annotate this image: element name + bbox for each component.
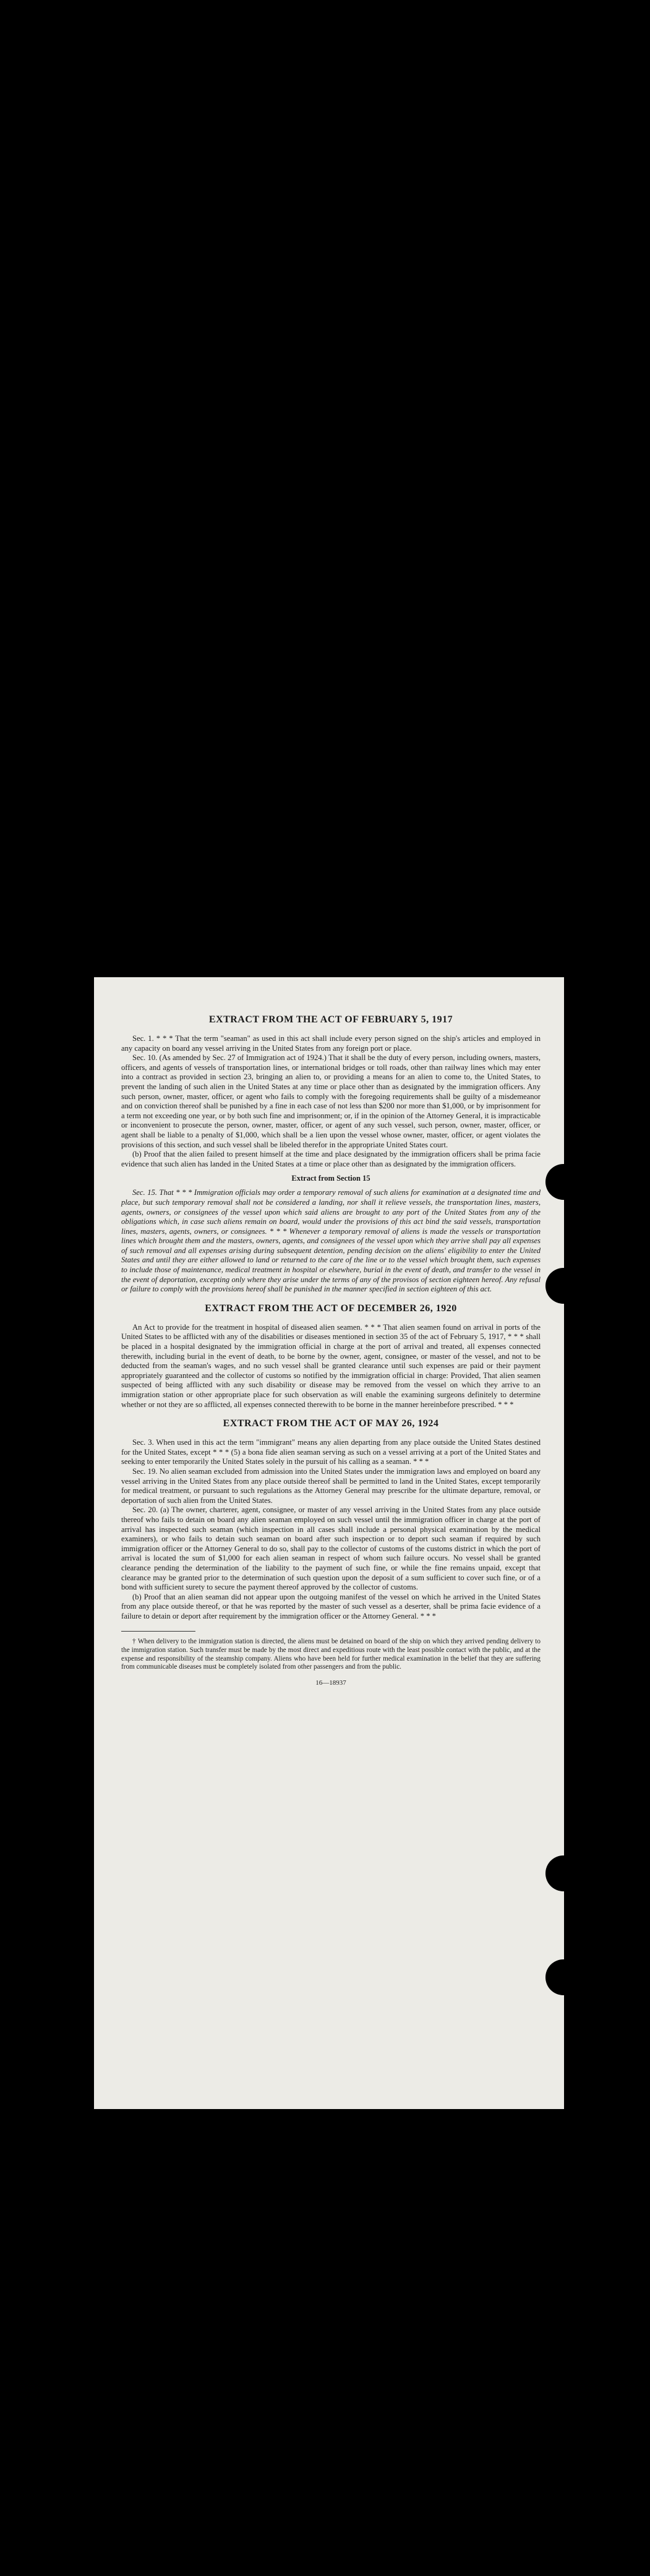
punch-hole xyxy=(545,1959,581,1995)
punch-hole xyxy=(545,1855,581,1891)
footnote-divider xyxy=(121,1631,195,1632)
punch-hole xyxy=(545,1268,581,1304)
heading-act-1924: EXTRACT FROM THE ACT OF MAY 26, 1924 xyxy=(223,1418,439,1429)
paragraph-act-1920: An Act to provide for the treatment in hospital of diseased alien seamen. * * * That alien seamen found on arrival in ports of the United States to be afflicted with any of the disabilities or diseases mentioned in section 35 of the act of February 5, 1917, * * * shall be placed in a hospital designated by the immigration official in charge at the port of arrival and treated, all expenses connected therewith, including burial in the event of death, to be borne by the owner, agent, consignee, or master of the vessel, and not to be deducted from the seaman's wages, and no such vessel shall be granted clearance until such expenses are paid or their payment appropriately guaranteed and the collector of customs so notified by the immigration official in charge: Provided, That alien seamen suspected of being afflicted with any such disability or disease may be removed from the vessel on which they arrive to an immigration station or other appropriate place for such observation as will enable the examining surgeons definitely to determine whether or not they are so afflicted, all expenses connected therewith to be borne in the manner hereinbefore prescribed. * * * xyxy=(121,1322,541,1409)
document-page xyxy=(94,977,564,2109)
footnote: † When delivery to the immigration station is directed, the aliens must be detained on board of the ship on which they arrived pending delivery to the immigration station. Such transfer must be made by the most direct and expeditious route with the least possible contact with the public, and at the expense and responsibility of the steamship company. Aliens who have been held for further medical examination in the belief that they are suffering from communicable diseases must be completely isolated from other passengers and from the public. xyxy=(121,1638,541,1671)
paragraph-sec-10: Sec. 10. (As amended by Sec. 27 of Immigration act of 1924.) That it shall be the duty of every person, including owners, masters, officers, and agents of vessels of transportation lines, or international bridges or toll roads, other than railway lines which may enter into a contract as provided in section 23, bringing an alien to, or providing a means for an alien to come to, the United States, to prevent the landing of such alien in the United States at any time or place other than as designated by the immigration officers. Any such person, owner, master, officer, or agent who fails to comply with the foregoing requirements shall be guilty of a misdemeanor and on conviction thereof shall be punished by a fine in each case of not less than $200 nor more than $1,000, or by imprisonment for a term not exceeding one year, or by both such fine and imprisonment; or, if in the opinion of the Attorney General, it is impracticable or inconvenient to prosecute the person, owner, master, officer, or agent of any such vessel, such person, owner, master, officer, or agent shall be liable to a penalty of $1,000, which shall be a lien upon the vessel whose owner, master, officer, or agent violates the provisions of this section, and such vessel shall be libeled therefor in the appropriate United States court. xyxy=(121,1053,541,1149)
paragraph-sec-1: Sec. 1. * * * That the term "seaman" as used in this act shall include every person signed on the ship's articles and employed in any capacity on board any vessel arriving in the United States from any foreign port or place. xyxy=(121,1034,541,1053)
paragraph-sec-10-b: (b) Proof that the alien failed to present himself at the time and place designated by the immigration officers shall be prima facie evidence that such alien has landed in the United States at a time or place other than as designated by the immigration officers. xyxy=(121,1150,541,1168)
print-code: 16—18937 xyxy=(315,1679,346,1687)
punch-hole xyxy=(545,1164,581,1200)
paragraph-sec-20-b: (b) Proof that an alien seaman did not appear upon the outgoing manifest of the vessel on which he arrived in the United States from any place outside thereof, or that he was reported by the master of such vessel as a deserter, shall be prima facie evidence of a failure to detain or deport after requirement by the immigration officer or the Attorney General. * * * xyxy=(121,1592,541,1620)
paragraph-sec-15: Sec. 15. That * * * Immigration officials may order a temporary removal of such aliens for examination at a designated time and place, but such temporary removal shall not be considered a landing, nor shall it relieve vessels, the transportation lines, masters, agents, owners, or consignees of the vessel upon which said aliens are brought to any port of the United States from any of the obligations which, in case such aliens remain on board, would under the provisions of this act bind the said vessels, transportation lines, masters, agents, owners, or consignees. * * * Whenever a temporary removal of aliens is made the vessels or transportation lines which brought them and the masters, owners, agents, and consignees of the vessel upon which they arrive shall pay all expenses of such removal and all expenses arising during subsequent detention, pending decision on the aliens' eligibility to enter the United States and until they are either allowed to land or returned to the care of the line or to the vessel which brought them, such expenses to include those of maintenance, medical treatment in hospital or elsewhere, burial in the event of death, and transfer to the vessel in the event of deportation, excepting only where they arise under the terms of any of the provisos of section eighteen hereof. Any refusal or failure to comply with the provisions hereof shall be punished in the manner specified in section eighteen of this act. xyxy=(121,1188,541,1294)
paragraph-sec-3: Sec. 3. When used in this act the term "immigrant" means any alien departing from any place outside the United States destined for the United States, except * * * (5) a bona fide alien seaman serving as such on a vessel arriving at a port of the United States and seeking to enter temporarily the United States solely in the pursuit of his calling as a seaman. * * * xyxy=(121,1438,541,1466)
paragraph-sec-20: Sec. 20. (a) The owner, charterer, agent, consignee, or master of any vessel arriving in the United States from any place outside thereof who fails to detain on board any alien seaman employed on such vessel until the immigration officer in charge at the port of arrival has inspected such seaman (which inspection in all cases shall include a personal physical examination by the medical examiners), or who fails to detain such seaman on board after such inspection or to deport such seaman if required by such immigration officer or the Attorney General to do so, shall pay to the collector of customs of the customs district in which the port of arrival is located the sum of $1,000 for each alien seaman in respect of whom such failure occurs. No vessel shall be granted clearance pending the determination of the liability to the payment of such fine, or while the fine remains unpaid, except that clearance may be granted prior to the determination of such question upon the deposit of a sum sufficient to cover such fine, or of a bond with sufficient surety to secure the payment thereof approved by the collector of customs. xyxy=(121,1505,541,1592)
paragraph-sec-19: Sec. 19. No alien seaman excluded from admission into the United States under the immigration laws and employed on board any vessel arriving in the United States from any place outside thereof shall be permitted to land in the United States, except temporarily for medical treatment, or pursuant to such regulations as the Attorney General may prescribe for the ultimate departure, removal, or deportation of such alien from the United States. xyxy=(121,1466,541,1505)
heading-act-1917: EXTRACT FROM THE ACT OF FEBRUARY 5, 1917 xyxy=(208,1014,453,1025)
subheading-section-15: Extract from Section 15 xyxy=(291,1174,370,1183)
heading-act-1920: EXTRACT FROM THE ACT OF DECEMBER 26, 1920 xyxy=(205,1303,457,1314)
